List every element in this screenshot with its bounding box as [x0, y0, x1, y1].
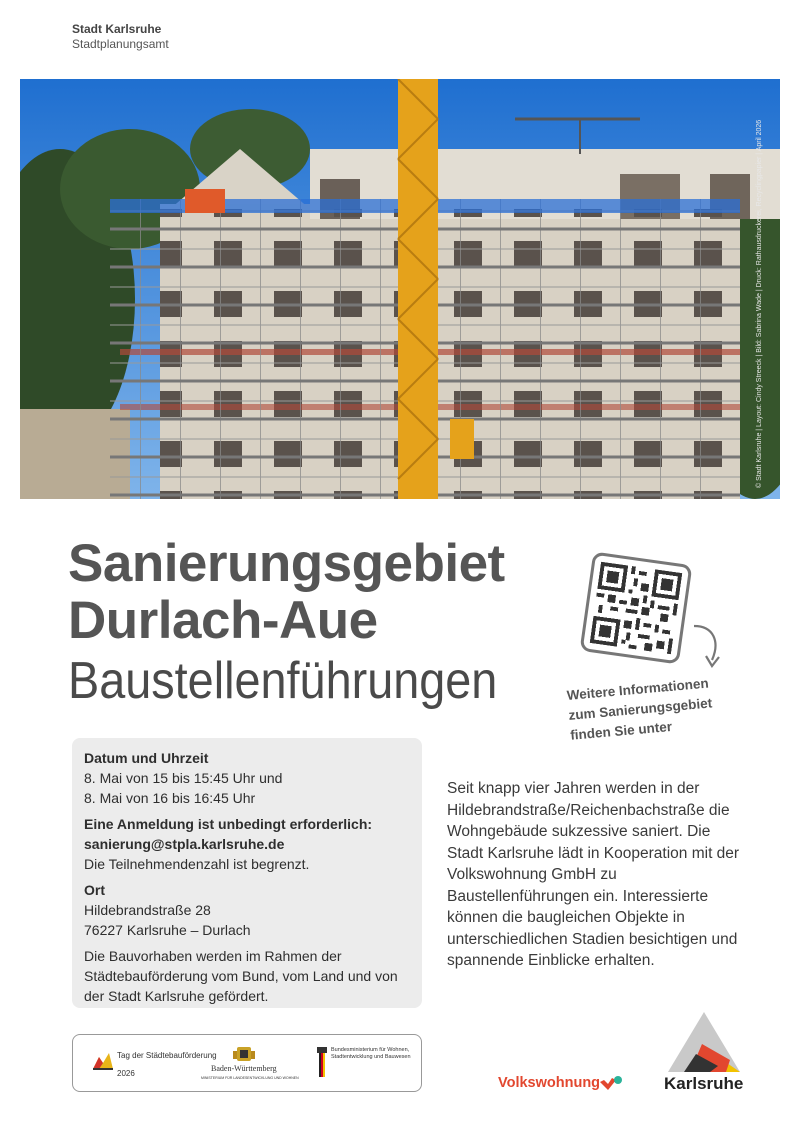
tag-title: Tag der Städtebauförderung — [117, 1051, 217, 1060]
qr-code-icon — [590, 562, 683, 655]
registration-note: Die Teilnehmendenzahl ist begrenzt. — [84, 856, 310, 872]
karlsruhe-logo-text: Karlsruhe — [664, 1074, 744, 1093]
title-line-1: Sanierungsgebiet — [68, 534, 505, 593]
title-line-2: Durlach-Aue — [68, 591, 378, 650]
sponsor-logos — [72, 1034, 422, 1092]
bw-name: Baden-Württemberg — [211, 1064, 277, 1073]
funding-note: Die Bauvorhaben werden im Rahmen der Städtebauförderung vom Bund, vom Land und von der Stadt Karlsruhe gefördert. — [84, 948, 398, 1004]
volkswohnung-logo-icon — [598, 1074, 624, 1094]
info-box — [72, 738, 422, 1008]
volkswohnung-logo-text: Volkswohnung — [498, 1075, 601, 1091]
karlsruhe-logo-icon — [666, 1010, 742, 1074]
registration-email-link[interactable]: sanierung@stpla.karlsruhe.de — [84, 836, 285, 852]
federal-eagle-flag-icon — [317, 1047, 327, 1077]
photo-credit: © Stadt Karlsruhe | Layout: Cindy Streeck | Bild: Sabrina Wade | Druck: Rathausdruckerei, Recyclingpapier | April 2026 — [756, 119, 763, 488]
place-line-1: Hildebrandstraße 28 — [84, 902, 211, 918]
qr-caption-line-1: Weitere Informationen — [566, 675, 710, 703]
date-line-1: 8. Mai von 15 bis 15:45 Uhr und — [84, 770, 283, 786]
bw-crest-icon — [231, 1045, 257, 1063]
construction-photo — [20, 79, 780, 499]
tag-stadtebaufoerderung-icon — [91, 1049, 115, 1071]
bund-name: Bundesministerium für Wohnen, Stadtentwicklung und Bauwesen — [331, 1047, 411, 1060]
place-heading: Ort — [84, 882, 105, 898]
header-org: Stadt Karlsruhe — [72, 22, 162, 36]
header-dept: Stadtplanungsamt — [72, 37, 169, 51]
tag-year: 2026 — [117, 1069, 135, 1078]
bw-sub: MINISTERIUM FÜR LANDESENTWICKLUNG UND WOHNEN — [201, 1076, 299, 1080]
date-heading: Datum und Uhrzeit — [84, 750, 209, 766]
title-line-3: Baustellenführungen — [68, 652, 498, 710]
place-line-2: 76227 Karlsruhe – Durlach — [84, 922, 251, 938]
curved-arrow-icon — [676, 620, 726, 672]
date-line-2: 8. Mai von 16 bis 16:45 Uhr — [84, 790, 256, 806]
registration-heading: Eine Anmeldung ist unbedingt erforderlich: — [84, 816, 373, 832]
qr-caption-line-3: finden Sie unter — [569, 718, 673, 743]
qr-caption — [566, 671, 741, 746]
description-text: Seit knapp vier Jahren werden in der Hildebrandstraße/Reichenbachstraße die Wohngebäude sukzessive saniert. Die Stadt Karlsruhe lädt in Kooperation mit der Volkswohnung GmbH zu Baustellenführungen ein. Interessierte können die baugleichen Objekte in unterschiedlichen Stadien besichtigen und spannende Einblicke erhalten. — [447, 780, 740, 969]
qr-caption-line-2: zum Sanierungsgebiet — [567, 695, 713, 723]
